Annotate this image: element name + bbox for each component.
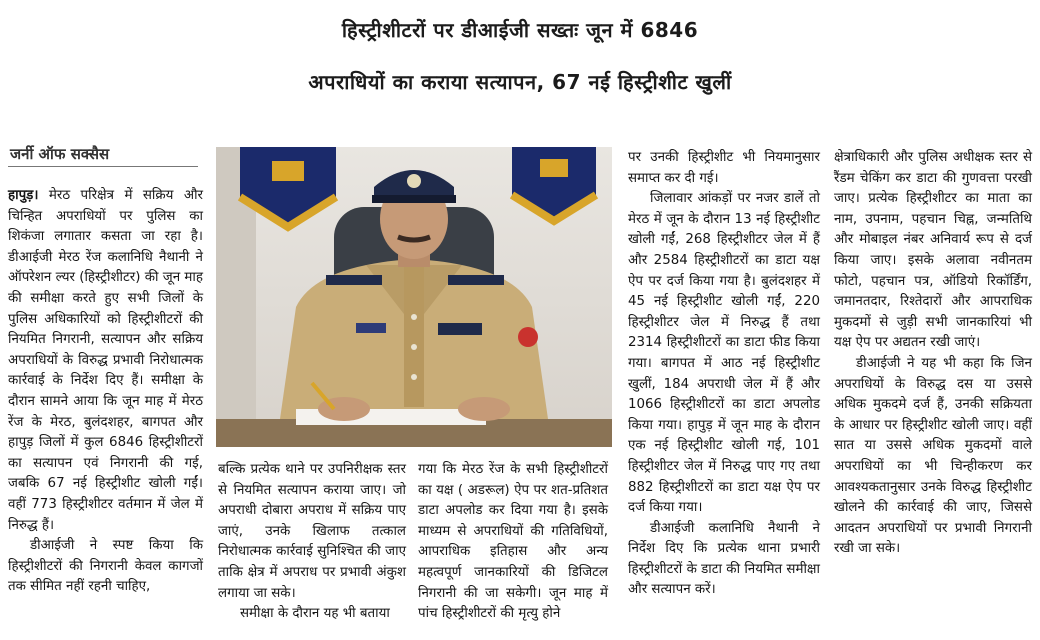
headline-line-2: अपराधियों का कराया सत्यापन, 67 नई हिस्ट्रीशीट खुलीं bbox=[308, 70, 732, 94]
headline bbox=[0, 4, 1040, 108]
paragraph: डीआईजी कलानिधि नैथानी ने निर्देश दिए कि प्रत्येक थाना प्रभारी हिस्ट्रीशीटरों के डाटा की नियमित समीक्षा और सत्यापन करें। bbox=[628, 520, 820, 598]
headline-line-1: हिस्ट्रीशीटरों पर डीआईजी सख्तः जून में 6846 bbox=[341, 18, 699, 42]
paragraph bbox=[8, 186, 203, 536]
paragraph: जिलावार आंकड़ों पर नजर डालें तो मेरठ में जून के दौरान 13 नई हिस्ट्रीशीट खोली गईं, 268 हिस्ट्रीशीटर जेल में हैं और 2584 हिस्ट्रीशीटरों का डाटा यक्ष ऐप पर दर्ज किया गया है। बुलंदशहर में 45 नई हिस्ट्रीशीट खोली गईं, 220 हिस्ट्रीशीटर जेल में निरुद्ध हैं तथा 2314 हिस्ट्रीशीटरों का डाटा फीड किया गया। बागपत में आठ नई हिस्ट्रीशीट खुलीं, 184 अपराधी जेल में हैं और 1066 हिस्ट्रीशीटरों का डाटा अपलोड किया गया। हापुड़ में जून माह के दौरान एक नई हिस्ट्रीशीट खोली गई, 101 हिस्ट्रीशीटर जेल में निरुद्ध पाए गए तथा 882 हिस्ट्रीशीटरों का डाटा यक्ष ऐप पर दर्ज किया गया। bbox=[628, 191, 820, 516]
article-column-5 bbox=[834, 148, 1032, 636]
paragraph: डीआईजी ने यह भी कहा कि जिन अपराधियों के विरुद्ध दस या उससे अधिक मुकदमे दर्ज हैं, उनकी सक्रियता के आधार पर हिस्ट्रीशीट खोली जाए। वहीं सात या उससे अधिक मुकदमों वाले अपराधियों का भी चिन्हीकरण कर आवश्यकतानुसार उनके विरुद्ध हिस्ट्रीशीट खोलने की कार्रवाई की जाए, जिससे आदतन अपराधियों पर प्रभावी निगरानी रखी जा सके। bbox=[834, 355, 1032, 557]
article-column-2 bbox=[218, 460, 406, 636]
article-column-4 bbox=[628, 148, 820, 636]
paragraph: डीआईजी ने स्पष्ट किया कि हिस्ट्रीशीटरों की निगरानी केवल कागजों तक सीमित नहीं रहनी चाहिए, bbox=[8, 538, 203, 595]
byline-rule bbox=[8, 166, 198, 167]
byline: जर्नी ऑफ सक्सैस bbox=[10, 145, 110, 163]
officer-photo-graphic bbox=[216, 147, 612, 447]
dateline: हापुड़। bbox=[8, 188, 39, 203]
article-column-3 bbox=[418, 460, 608, 636]
paragraph: बल्कि प्रत्येक थाने पर उपनिरीक्षक स्तर से नियमित सत्यापन कराया जाए। जो अपराधी दोबारा अपराध में सक्रिय पाए जाएं, उनके खिलाफ तत्काल निरोधात्मक कार्रवाई सुनिश्चित की जाए ताकि क्षेत्र में अपराध पर प्रभावी अंकुश लगाया जा सके। bbox=[218, 462, 406, 601]
paragraph-text: मेरठ परिक्षेत्र में सक्रिय और चिन्हित अपराधियों पर पुलिस का शिकंजा लगातार कसता जा रहा है। डीआईजी मेरठ रेंज कलानिधि नैथानी ने ऑपरेशन ल्यर (हिस्ट्रीशीटर) की जून माह की समीक्षा करते हुए सभी जिलों के पुलिस अधिकारियों को हिस्ट्रीशीटरों की नियमित निगरानी, सत्यापन और सक्रिय अपराधियों के विरुद्ध प्रभावी निरोधात्मक कार्रवाई के निर्देश दिए हैं। समीक्षा के दौरान सामने आया कि जून माह में मेरठ रेंज के मेरठ, बुलंदशहर, बागपत और हापुड़ जिलों में कुल 6846 हिस्ट्रीशीटरों का सत्यापन एवं निगरानी की गई, जबकि 67 नई हिस्ट्रीशीट खोली गईं। वहीं 773 हिस्ट्रीशीटर वर्तमान में जेल में निरुद्ध हैं। bbox=[8, 188, 203, 533]
article-column-1 bbox=[8, 186, 203, 636]
paragraph: गया कि मेरठ रेंज के सभी हिस्ट्रीशीटरों का यक्ष ( अडरूल) ऐप पर शत-प्रतिशत डाटा अपलोड कर दिया गया है। इसके माध्यम से अपराधियों की गतिविधियों, आपराधिक इतिहास और अन्य महत्वपूर्ण जानकारियों की डिजिटल निगरानी की जा सकेगी। जून माह में पांच हिस्ट्रीशीटरों की मृत्यु होने bbox=[418, 462, 608, 622]
paragraph: समीक्षा के दौरान यह भी बताया bbox=[240, 606, 390, 622]
paragraph: क्षेत्राधिकारी और पुलिस अधीक्षक स्तर से रैंडम चेकिंग कर डाटा की गुणवत्ता परखी जाए। प्रत्येक हिस्ट्रीशीटर का माता का नाम, उपनाम, पहचान चिह्न, जन्मतिथि और मोबाइल नंबर अनिवार्य रूप से दर्ज किया जाए। इसके अलावा नवीनतम फोटो, पहचान पत्र, ऑडियो रिकॉर्डिंग, जमानतदार, रिश्तेदारों और आपराधिक मुकदमों से जुड़ी सभी जानकारियां भी यक्ष ऐप पर अद्यतन रखी जाएं। bbox=[834, 150, 1032, 351]
officer-photo bbox=[216, 147, 612, 447]
paragraph: पर उनकी हिस्ट्रीशीट भी नियमानुसार समाप्त कर दी गई। bbox=[628, 150, 820, 186]
